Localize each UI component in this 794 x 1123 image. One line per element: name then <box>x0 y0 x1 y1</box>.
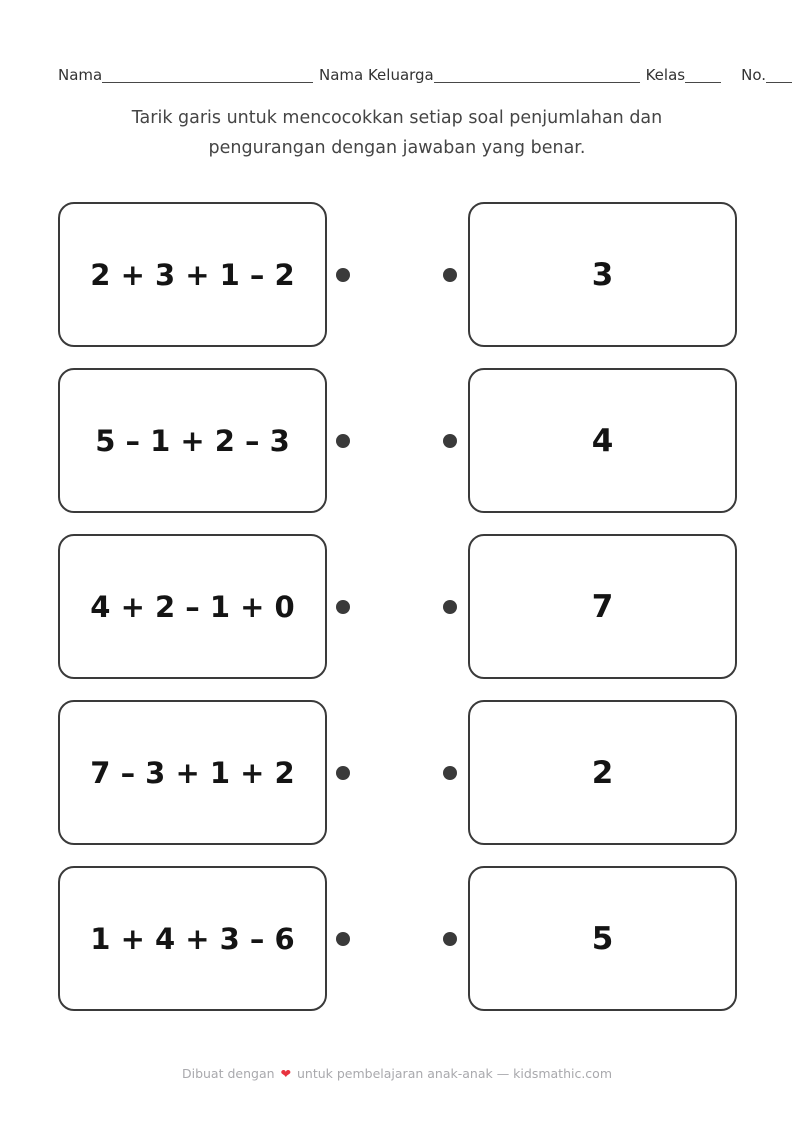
matching-row <box>58 700 737 845</box>
answer-card <box>468 368 737 513</box>
problem-expression: 5 – 1 + 2 – 3 <box>95 423 290 458</box>
answer-value: 3 <box>591 256 614 293</box>
answer-card <box>468 534 737 679</box>
answer-card <box>468 202 737 347</box>
nama-keluarga-field-label: Nama Keluarga <box>318 66 434 84</box>
problem-card <box>58 202 327 347</box>
answer-connector-dot[interactable] <box>443 766 457 780</box>
problem-expression: 2 + 3 + 1 – 2 <box>90 257 295 292</box>
problem-connector-dot[interactable] <box>336 268 350 282</box>
footer-text-before-heart: Dibuat dengan <box>181 1066 275 1081</box>
no-field-label: No. <box>741 66 766 84</box>
header-fields <box>58 66 792 84</box>
nama-field-label: Nama <box>58 66 103 84</box>
nama-blank-line[interactable] <box>102 67 313 84</box>
answer-value: 5 <box>591 920 614 957</box>
instructions-line-2: pengurangan dengan jawaban yang benar. <box>208 137 586 158</box>
problem-expression: 1 + 4 + 3 – 6 <box>90 921 295 956</box>
problem-card <box>58 534 327 679</box>
problem-connector-dot[interactable] <box>336 932 350 946</box>
problem-card <box>58 866 327 1011</box>
problem-connector-dot[interactable] <box>336 434 350 448</box>
answer-value: 7 <box>591 588 614 625</box>
matching-row <box>58 368 737 513</box>
problem-connector-dot[interactable] <box>336 766 350 780</box>
answer-connector-dot[interactable] <box>443 932 457 946</box>
answer-card <box>468 700 737 845</box>
answer-connector-dot[interactable] <box>443 600 457 614</box>
matching-row <box>58 534 737 679</box>
answer-value: 2 <box>591 754 614 791</box>
problem-expression: 4 + 2 – 1 + 0 <box>90 589 295 624</box>
answer-card <box>468 866 737 1011</box>
nama-keluarga-blank-line[interactable] <box>434 67 640 84</box>
matching-area <box>58 202 737 1032</box>
kelas-field-label: Kelas <box>645 66 686 84</box>
kelas-blank-line[interactable] <box>685 67 721 84</box>
answer-connector-dot[interactable] <box>443 268 457 282</box>
no-blank-line[interactable] <box>766 67 792 84</box>
footer-credit <box>0 1066 794 1081</box>
matching-row <box>58 202 737 347</box>
instructions-text <box>0 104 794 164</box>
answer-value: 4 <box>591 422 614 459</box>
problem-card <box>58 700 327 845</box>
matching-row <box>58 866 737 1011</box>
footer-text-after-heart: untuk pembelajaran anak-anak — kidsmathic.com <box>296 1066 613 1081</box>
problem-expression: 7 – 3 + 1 + 2 <box>90 755 295 790</box>
problem-card <box>58 368 327 513</box>
heart-icon: ❤ <box>280 1066 291 1081</box>
problem-connector-dot[interactable] <box>336 600 350 614</box>
answer-connector-dot[interactable] <box>443 434 457 448</box>
instructions-line-1: Tarik garis untuk mencocokkan setiap soal penjumlahan dan <box>131 108 663 128</box>
